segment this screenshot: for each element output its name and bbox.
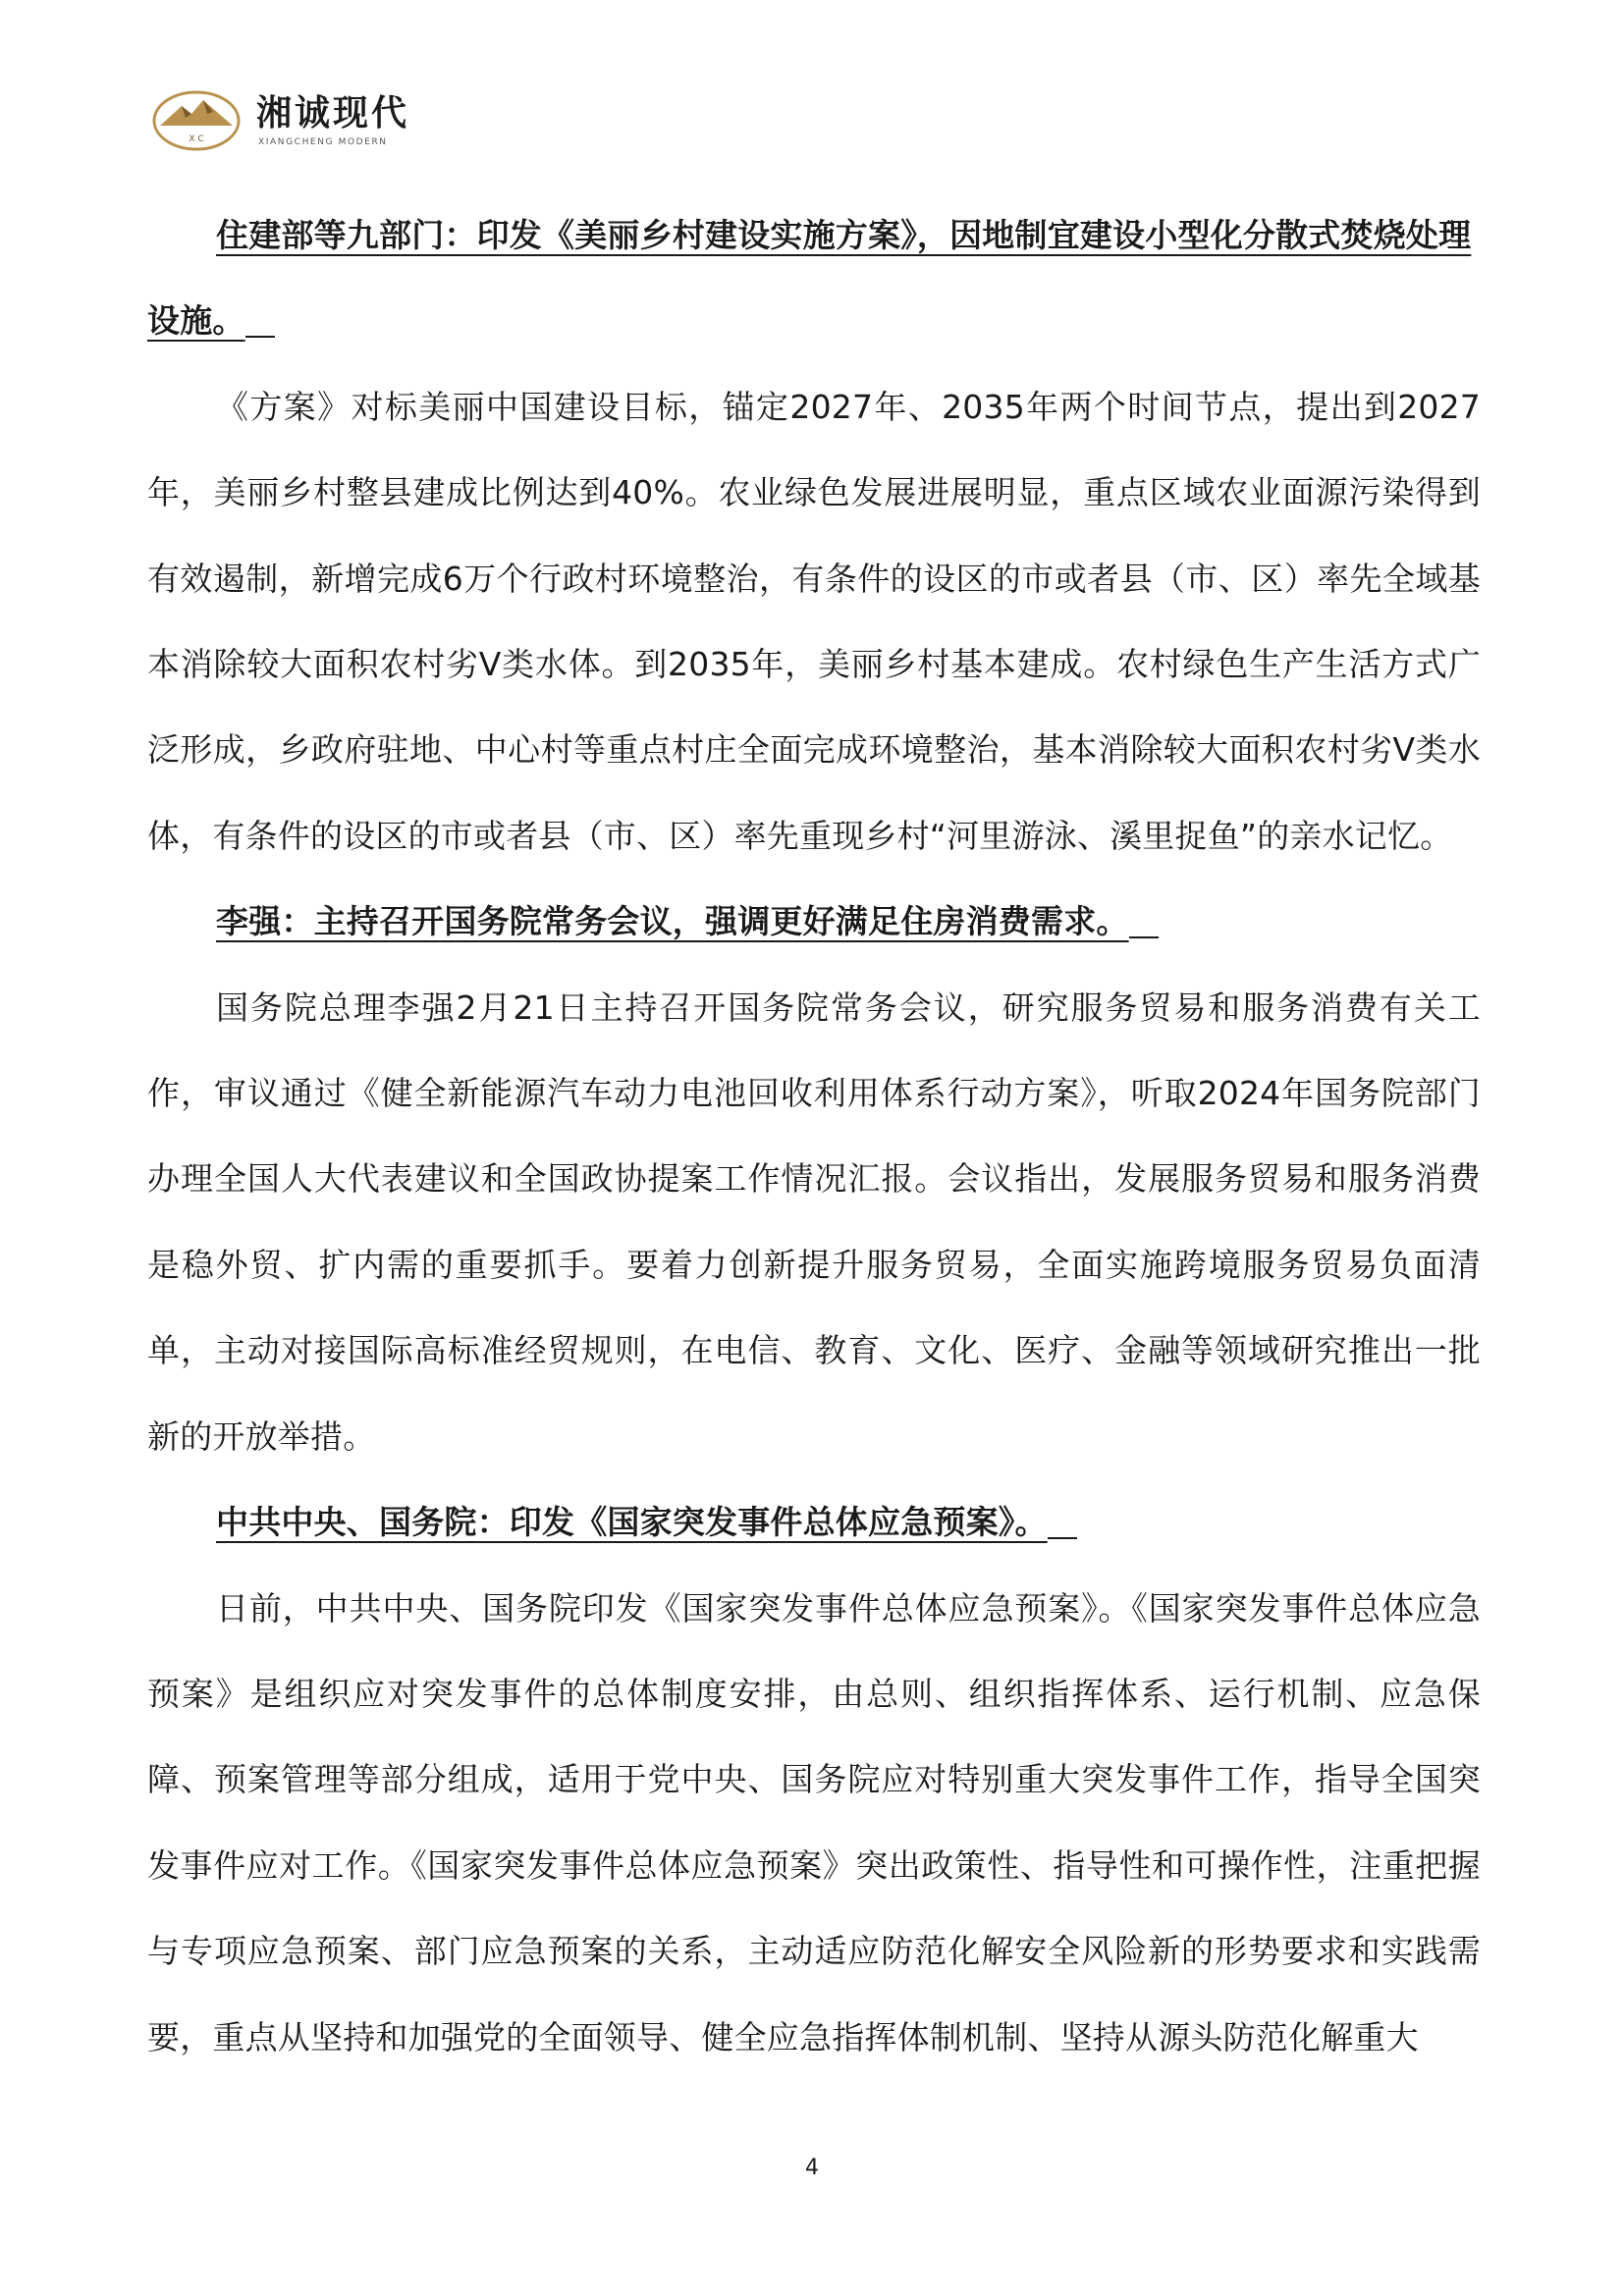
company-logo — [152, 90, 427, 159]
logo-english-name: XIANGCHENG MODERN — [258, 137, 388, 147]
section-paragraph: 《方案》对标美丽中国建设目标，锚定2027年、2035年两个时间节点，提出到2027年，美丽乡村整县建成比例达到40%。农业绿色发展进展明显，重点区域农业面源污染得到有效遏制，新增完成6万个行政村环境整治，有条件的设区的市或者县（市、区）率先全域基本消除较大面积农村劣V类水体。到2035年，美丽乡村基本建成。农村绿色生产生活方式广泛形成，乡政府驻地、中心村等重点村庄全面完成环境整治，基本消除较大面积农村劣V类水体，有条件的设区的市或者县（市、区）率先重现乡村“河里游泳、溪里捉鱼”的亲水记忆。 — [147, 387, 1481, 855]
section-heading-text: 中共中央、国务院：印发《国家突发事件总体应急预案》。 — [216, 1503, 1048, 1542]
section-heading — [147, 1479, 1481, 1565]
emblem-letters: X C — [189, 134, 204, 144]
section-heading — [147, 879, 1481, 964]
section-heading — [147, 192, 1481, 364]
mountain-emblem-icon — [152, 90, 241, 151]
section-paragraph: 日前，中共中央、国务院印发《国家突发事件总体应急预案》。《国家突发事件总体应急预案》是组织应对突发事件的总体制度安排，由总则、组织指挥体系、运行机制、应急保障、预案管理等部分组成，适用于党中央、国务院应对特别重大突发事件工作，指导全国突发事件应对工作。《国家突发事件总体应急预案》突出政策性、指导性和可操作性，注重把握与专项应急预案、部门应急预案的关系，主动适应防范化解安全风险新的形势要求和实践需要，重点从坚持和加强党的全面领导、健全应急指挥体制机制、坚持从源头防范化解重大 — [147, 1588, 1481, 2056]
section-heading-text: 住建部等九部门：印发《美丽乡村建设实施方案》，因地制宜建设小型化分散式焚烧处理设施。 — [147, 216, 1472, 341]
article-body — [147, 192, 1481, 2080]
section-heading-text: 李强：主持召开国务院常务会议，强调更好满足住房消费需求。 — [216, 902, 1129, 941]
page-number: 4 — [805, 2156, 819, 2180]
logo-chinese-name: 湘诚现代 — [256, 93, 410, 133]
section-paragraph: 国务院总理李强2月21日主持召开国务院常务会议，研究服务贸易和服务消费有关工作，审议通过《健全新能源汽车动力电池回收利用体系行动方案》，听取2024年国务院部门办理全国人大代表建议和全国政协提案工作情况汇报。会议指出，发展服务贸易和服务消费是稳外贸、扩内需的重要抓手。要着力创新提升服务贸易，全面实施跨境服务贸易负面清单，主动对接国际高标准经贸规则，在电信、教育、文化、医疗、金融等领域研究推出一批新的开放举措。 — [147, 988, 1481, 1456]
